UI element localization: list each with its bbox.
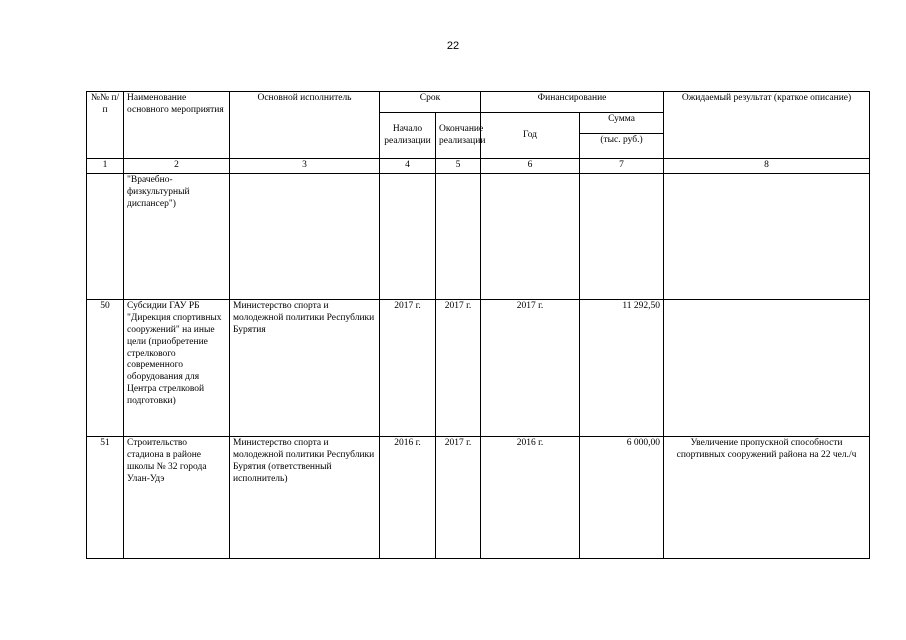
column-number: 5 [436,159,481,174]
row-executor: Министерство спорта и молодежной политики Республики Бурятия (ответственный исполнитель) [230,437,380,559]
column-number: 7 [580,159,664,174]
row-start [380,174,436,300]
row-sum: 6 000,00 [580,437,664,559]
header-name: Наименование основного мероприятия [124,92,230,159]
row-name: Субсидии ГАУ РБ "Дирекция спортивных сооружений" на иные цели (приобретение стрелкового современного оборудования для Центра стрелковой подготовки) [124,300,230,437]
row-num [87,174,124,300]
row-year: 2016 г. [481,437,580,559]
header-srok-start: Начало реализации [380,113,436,159]
table-row [87,300,870,437]
column-number: 8 [664,159,870,174]
column-number-row [87,159,870,174]
row-sum [580,174,664,300]
row-name: Строительство стадиона в районе школы № 32 города Улан-Удэ [124,437,230,559]
header-year: Год [481,113,580,159]
header-financing: Финансирование [481,92,664,113]
column-number: 3 [230,159,380,174]
row-start: 2016 г. [380,437,436,559]
row-name: "Врачебно-физкультурный диспансер") [124,174,230,300]
row-executor: Министерство спорта и молодежной политики Республики Бурятия [230,300,380,437]
row-start: 2017 г. [380,300,436,437]
row-result: Увеличение пропускной способности спортивных сооружений района на 22 чел./ч [664,437,870,559]
column-number: 2 [124,159,230,174]
row-num: 50 [87,300,124,437]
header-summa-unit: (тыс. руб.) [580,134,664,159]
row-end [436,174,481,300]
page-number: 22 [446,40,460,52]
row-num: 51 [87,437,124,559]
row-end: 2017 г. [436,300,481,437]
header-num: №№ п/п [87,92,124,159]
column-number: 6 [481,159,580,174]
row-result [664,300,870,437]
row-end: 2017 г. [436,437,481,559]
table-row [87,437,870,559]
program-activities-table [86,91,870,559]
header-result: Ожидаемый результат (краткое описание) [664,92,870,159]
column-number: 1 [87,159,124,174]
header-summa: Сумма [580,113,664,134]
row-year [481,174,580,300]
header-srok: Срок [380,92,481,113]
column-number: 4 [380,159,436,174]
table-row [87,174,870,300]
row-result [664,174,870,300]
row-sum: 11 292,50 [580,300,664,437]
row-executor [230,174,380,300]
row-year: 2017 г. [481,300,580,437]
header-executor: Основной исполнитель [230,92,380,159]
header-srok-end: Окончание реализации [436,113,481,159]
